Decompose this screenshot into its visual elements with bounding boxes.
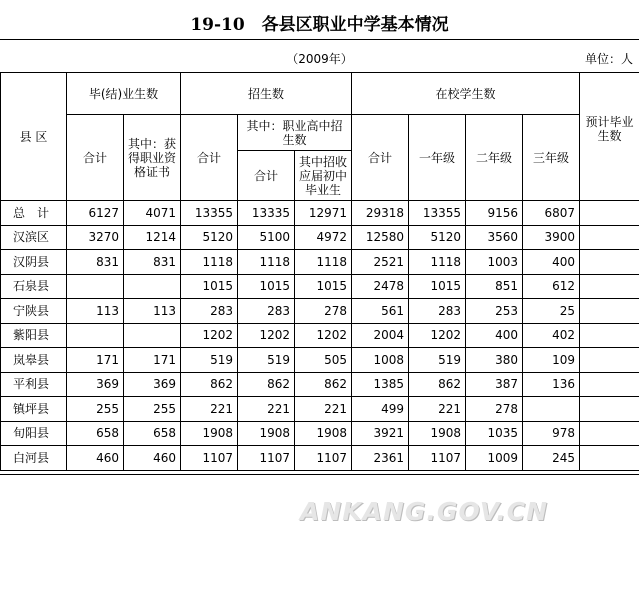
table-cell [523,397,580,422]
header-expected-top [580,73,639,115]
table-cell: 3900 [523,225,580,250]
table-cell: 862 [181,372,238,397]
table-cell: 1908 [181,421,238,446]
table-cell: 1008 [352,348,409,373]
table-cell: 171 [124,348,181,373]
table-cell [580,446,639,471]
table-cell [580,421,639,446]
county-name: 紫阳县 [1,323,67,348]
table-cell: 1202 [295,323,352,348]
table-cell: 278 [466,397,523,422]
table-cell: 1009 [466,446,523,471]
table-cell: 5100 [238,225,295,250]
table-cell: 113 [67,299,124,324]
table-cell: 1118 [181,250,238,275]
table-cell: 2521 [352,250,409,275]
table-cell: 29318 [352,201,409,226]
table-cell [580,201,639,226]
table-cell: 1202 [181,323,238,348]
county-name: 旬阳县 [1,421,67,446]
divider-bottom [0,474,639,475]
table-row [1,250,639,275]
table-row [1,299,639,324]
table-cell: 221 [295,397,352,422]
header-grade3: 三年级 [523,115,580,201]
table-row [1,201,639,226]
table-cell: 1107 [238,446,295,471]
table-cell: 612 [523,274,580,299]
table-cell: 3560 [466,225,523,250]
table-cell: 1003 [466,250,523,275]
table-cell: 278 [295,299,352,324]
table-cell: 4071 [124,201,181,226]
table-cell: 221 [181,397,238,422]
header-enrollment: 招生数 [181,73,352,115]
table-cell: 3270 [67,225,124,250]
table-cell: 113 [124,299,181,324]
table-cell: 1202 [238,323,295,348]
data-table [0,72,639,471]
table-cell [124,323,181,348]
table-row [1,397,639,422]
table-cell: 1385 [352,372,409,397]
table-cell: 13355 [409,201,466,226]
header-vocational-total: 合计 [238,151,295,201]
county-name: 汉阴县 [1,250,67,275]
table-cell: 1107 [409,446,466,471]
table-cell: 221 [409,397,466,422]
header-enroll-vocational: 其中：职业高中招生数 [238,115,352,151]
table-row [1,348,639,373]
table-cell: 1015 [238,274,295,299]
table-cell [67,323,124,348]
header-grad-total: 合计 [67,115,124,201]
divider-top [0,39,639,40]
county-name: 汉滨区 [1,225,67,250]
table-cell [580,397,639,422]
table-cell [580,225,639,250]
header-students-total: 合计 [352,115,409,201]
table-cell: 369 [124,372,181,397]
table-cell: 851 [466,274,523,299]
table-cell: 519 [238,348,295,373]
table-cell: 862 [409,372,466,397]
table-cell: 519 [409,348,466,373]
table-cell: 255 [67,397,124,422]
table-row [1,225,639,250]
table-cell: 400 [523,250,580,275]
table-cell: 460 [67,446,124,471]
table-cell: 387 [466,372,523,397]
table-cell: 561 [352,299,409,324]
unit-label: 单位：人 [584,52,633,66]
table-cell: 2361 [352,446,409,471]
table-cell: 2478 [352,274,409,299]
table-cell [124,274,181,299]
table-cell: 283 [409,299,466,324]
table-cell: 1118 [295,250,352,275]
header-grade1: 一年级 [409,115,466,201]
header-vocational-fresh: 其中招收应届初中毕业生 [295,151,352,201]
table-cell: 221 [238,397,295,422]
table-cell [580,274,639,299]
table-cell: 109 [523,348,580,373]
table-row [1,323,639,348]
table-cell: 505 [295,348,352,373]
table-cell [580,250,639,275]
table-cell: 831 [67,250,124,275]
table-cell: 831 [124,250,181,275]
county-name: 宁陕县 [1,299,67,324]
table-cell: 9156 [466,201,523,226]
table-cell: 658 [67,421,124,446]
table-cell: 12971 [295,201,352,226]
table-cell: 1908 [238,421,295,446]
header-graduates: 毕(结)业生数 [67,73,181,115]
table-cell: 6127 [67,201,124,226]
table-cell: 1107 [295,446,352,471]
table-cell: 245 [523,446,580,471]
table-cell [580,323,639,348]
county-name: 总 计 [1,201,67,226]
table-cell: 3921 [352,421,409,446]
table-cell: 5120 [181,225,238,250]
table-cell: 5120 [409,225,466,250]
page-title: 19-10 各县区职业中学基本情况 [190,15,449,35]
table-cell: 253 [466,299,523,324]
table-cell: 136 [523,372,580,397]
header-expected: 预计毕业生数 [580,115,639,201]
watermark: ANKANG.GOV.CN [300,497,549,526]
table-cell: 1035 [466,421,523,446]
county-name: 平利县 [1,372,67,397]
header-students: 在校学生数 [352,73,580,115]
table-cell: 1214 [124,225,181,250]
table-cell: 1118 [409,250,466,275]
table-cell [580,372,639,397]
table-cell: 1908 [409,421,466,446]
header-grade2: 二年级 [466,115,523,201]
table-cell: 13355 [181,201,238,226]
table-cell: 658 [124,421,181,446]
table-cell [580,348,639,373]
table-cell: 499 [352,397,409,422]
county-name: 镇坪县 [1,397,67,422]
table-cell: 1118 [238,250,295,275]
table-cell: 862 [295,372,352,397]
county-name: 岚皋县 [1,348,67,373]
table-cell: 380 [466,348,523,373]
table-cell: 402 [523,323,580,348]
year-label: （2009年） [286,52,353,66]
county-name: 白河县 [1,446,67,471]
table-cell: 1015 [181,274,238,299]
table-cell: 369 [67,372,124,397]
table-cell [67,274,124,299]
header-county: 县 区 [1,73,67,201]
header-grad-cert: 其中：获得职业资格证书 [124,115,181,201]
table-cell: 4972 [295,225,352,250]
table-cell: 25 [523,299,580,324]
table-cell: 6807 [523,201,580,226]
table-row [1,421,639,446]
table-cell: 283 [181,299,238,324]
table-cell: 255 [124,397,181,422]
header-enroll-total: 合计 [181,115,238,201]
table-cell: 1908 [295,421,352,446]
table-cell: 862 [238,372,295,397]
table-cell [580,299,639,324]
table-cell: 12580 [352,225,409,250]
county-name: 石泉县 [1,274,67,299]
table-cell: 400 [466,323,523,348]
table-row [1,274,639,299]
table-cell: 171 [67,348,124,373]
table-cell: 1107 [181,446,238,471]
table-cell: 13335 [238,201,295,226]
table-row [1,446,639,471]
table-cell: 283 [238,299,295,324]
table-row [1,372,639,397]
table-cell: 1015 [295,274,352,299]
table-cell: 2004 [352,323,409,348]
table-cell: 1202 [409,323,466,348]
table-cell: 460 [124,446,181,471]
table-cell: 978 [523,421,580,446]
table-cell: 1015 [409,274,466,299]
table-cell: 519 [181,348,238,373]
